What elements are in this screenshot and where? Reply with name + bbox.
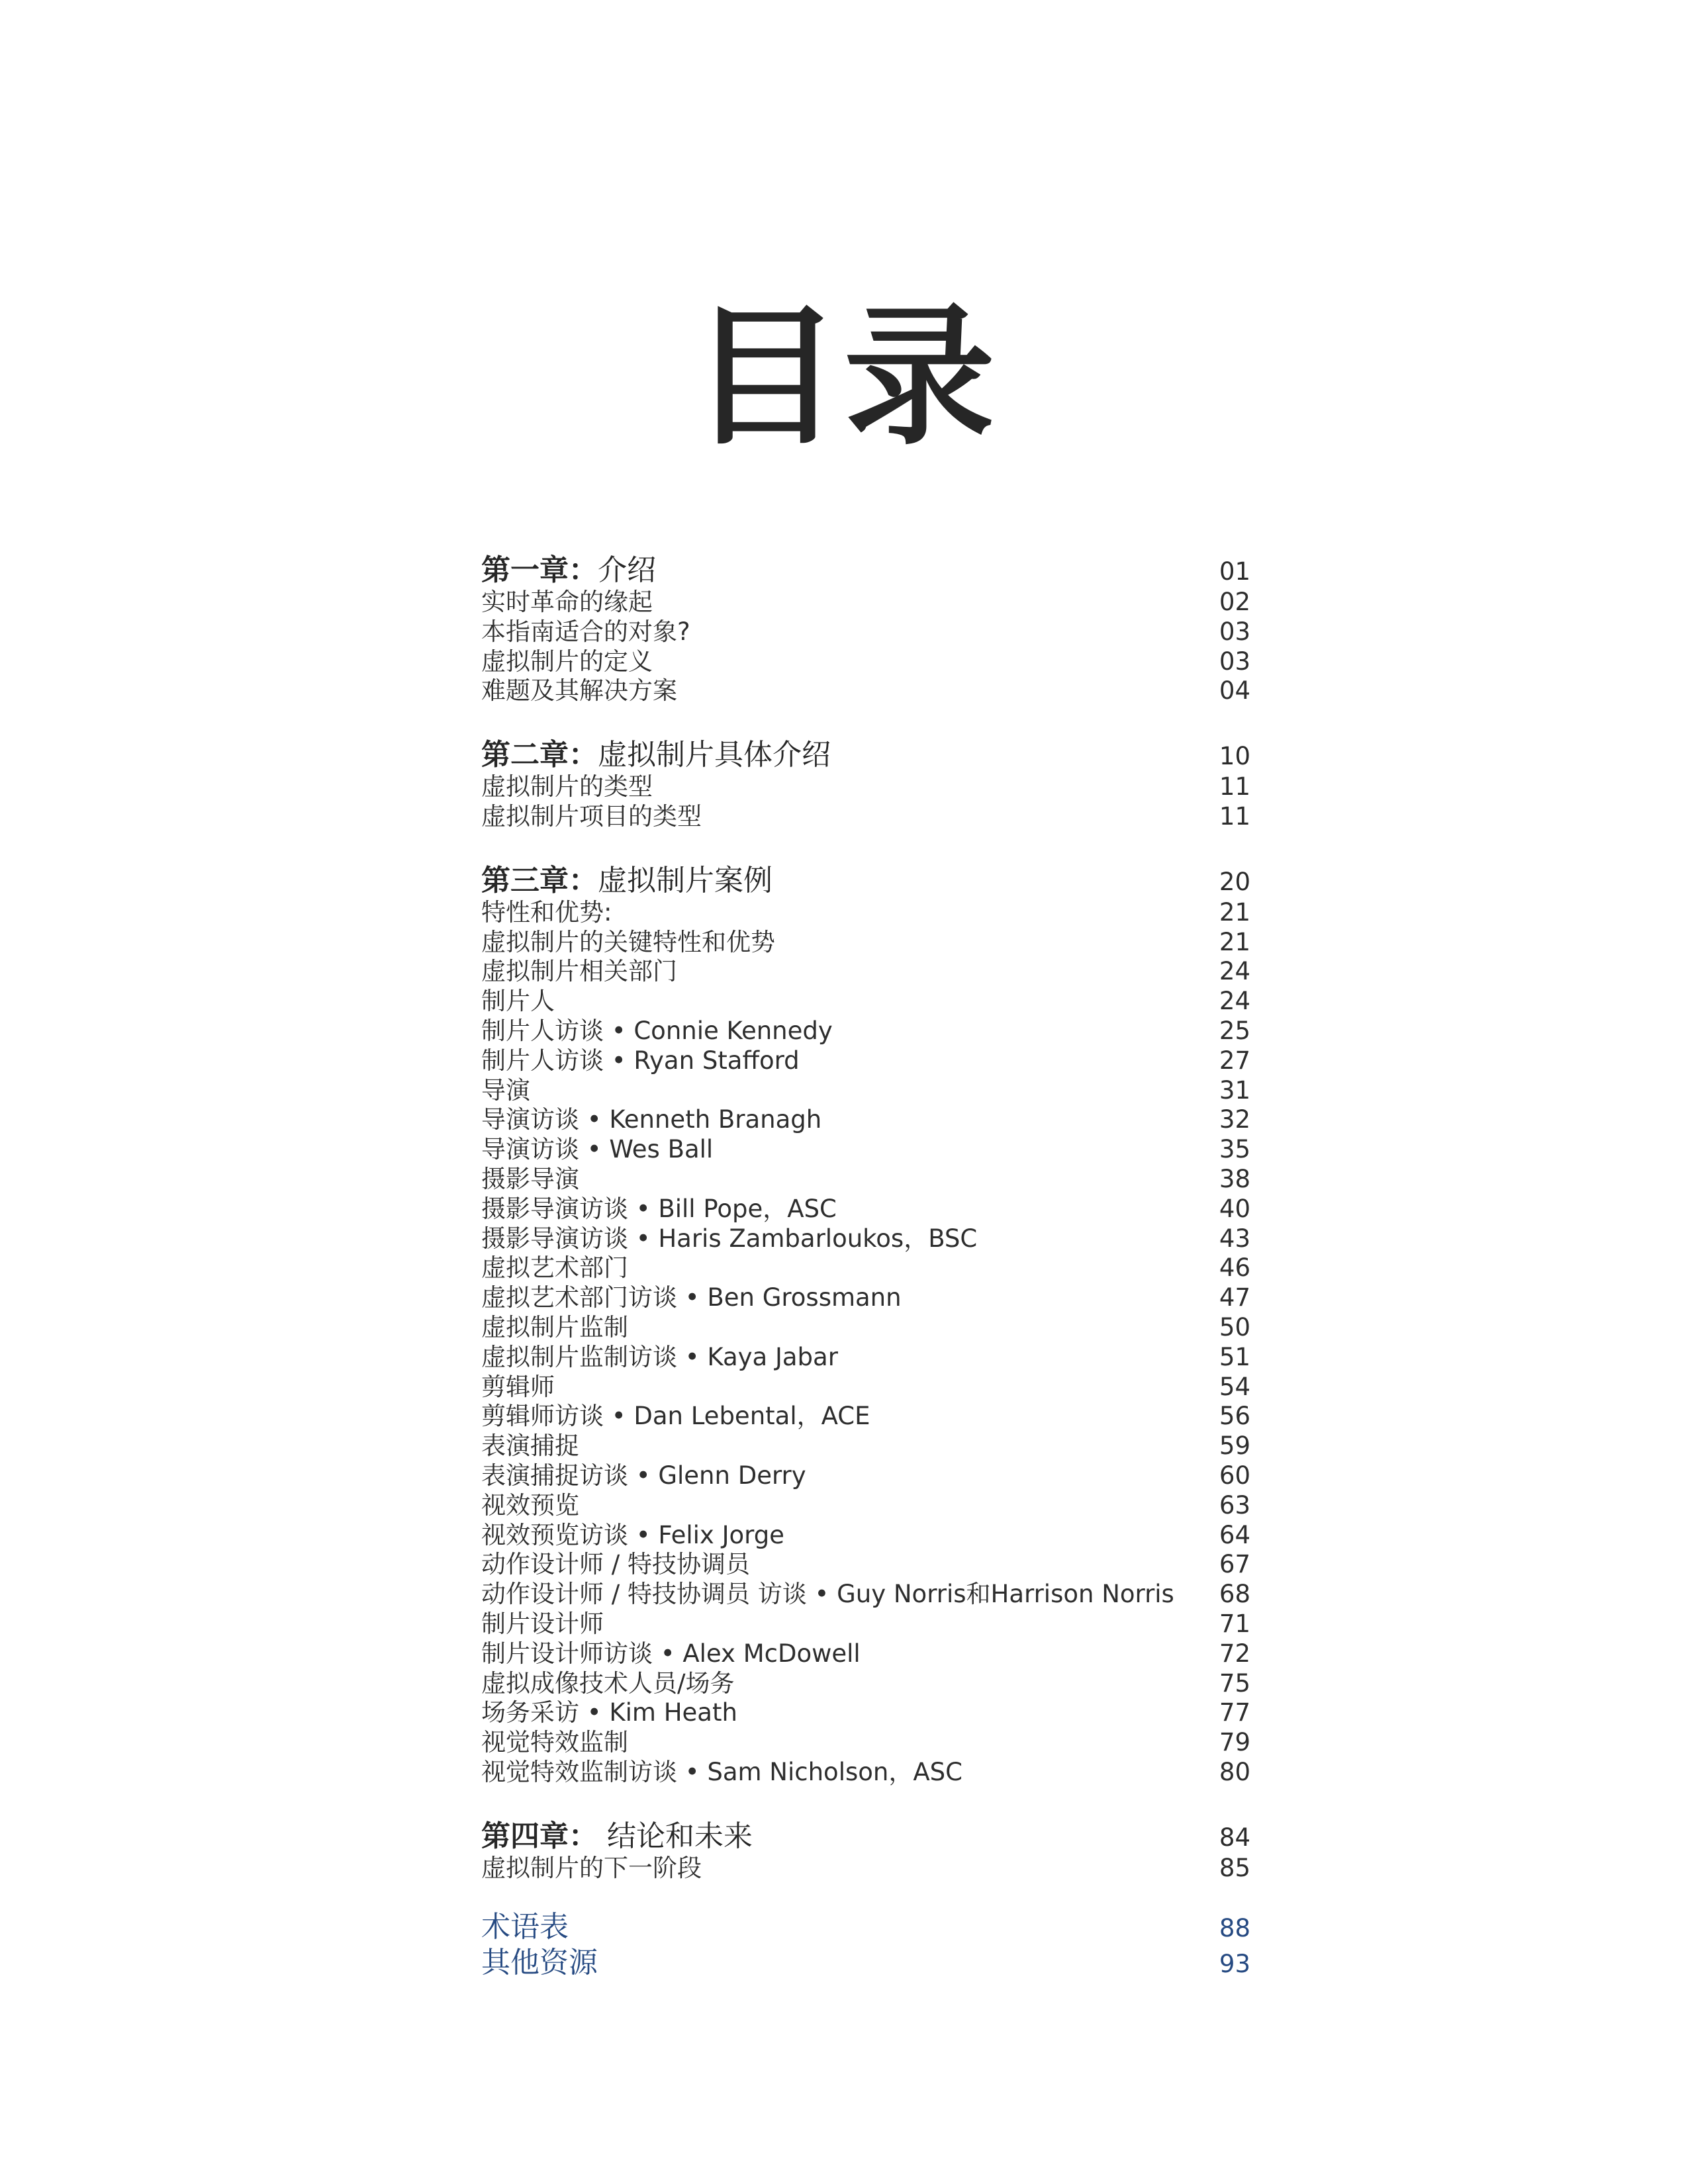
toc-entry[interactable]	[481, 1550, 1250, 1580]
toc-entry-label: 视觉特效监制	[481, 1728, 628, 1757]
appendix-link-resources[interactable]	[481, 1945, 1250, 1981]
appendix-label: 术语表	[481, 1910, 569, 1944]
toc-entry-page-number: 04	[1219, 676, 1250, 705]
toc-entry-label: 虚拟制片的定义	[481, 647, 653, 676]
chapter-title: 结论和未来	[598, 1819, 753, 1853]
toc-entry-page-number: 38	[1219, 1164, 1250, 1193]
chapter-number: 第四章：	[481, 1819, 598, 1853]
toc-entry[interactable]	[481, 617, 1250, 647]
toc-entry[interactable]	[481, 676, 1250, 706]
toc-entry-label: 实时革命的缘起	[481, 588, 653, 616]
toc-entry[interactable]	[481, 1758, 1250, 1788]
toc-entry-page-number: 75	[1219, 1668, 1250, 1698]
chapter-heading[interactable]	[481, 1819, 1250, 1854]
toc-entry-page-number: 67	[1219, 1550, 1250, 1579]
toc-entry-page-number: 54	[1219, 1372, 1250, 1401]
chapter-items	[481, 1854, 1250, 1884]
toc-entry[interactable]	[481, 1521, 1250, 1551]
chapter-items	[481, 772, 1250, 832]
chapter-number: 第一章：	[481, 553, 598, 587]
toc-entry-page-number: 71	[1219, 1609, 1250, 1638]
toc-entry[interactable]	[481, 1373, 1250, 1402]
toc-entry-page-number: 51	[1219, 1342, 1250, 1371]
toc-entry-label: 虚拟艺术部门访谈 • Ben Grossmann	[481, 1283, 902, 1312]
toc-entry[interactable]	[481, 898, 1250, 928]
toc-entry[interactable]	[481, 1580, 1250, 1610]
toc-entry-page-number: 46	[1219, 1253, 1250, 1283]
chapter-heading[interactable]	[481, 738, 1250, 772]
chapter-heading-label	[481, 1819, 753, 1854]
toc-entry[interactable]	[481, 1639, 1250, 1669]
toc-entry[interactable]	[481, 1854, 1250, 1884]
toc-entry-label: 虚拟制片监制	[481, 1312, 628, 1342]
chapter-4-section	[481, 1819, 1250, 1884]
chapter-page-number: 01	[1219, 557, 1250, 586]
toc-entry-label: 导演访谈 • Kenneth Branagh	[481, 1105, 822, 1134]
toc-entry[interactable]	[481, 1728, 1250, 1758]
appendix-link-glossary[interactable]	[481, 1909, 1250, 1945]
toc-entry-page-number: 21	[1219, 927, 1250, 956]
toc-entry-page-number: 80	[1219, 1757, 1250, 1786]
toc-entry-label: 虚拟制片的类型	[481, 772, 653, 801]
chapter-heading[interactable]	[481, 864, 1250, 898]
toc-entry-page-number: 63	[1219, 1490, 1250, 1520]
toc-entry-label: 摄影导演访谈 • Bill Pope，ASC	[481, 1194, 837, 1223]
toc-entry[interactable]	[481, 647, 1250, 677]
toc-entry-page-number: 02	[1219, 588, 1250, 616]
chapter-1-section	[481, 553, 1250, 706]
toc-entry-label: 剪辑师访谈 • Dan Lebental，ACE	[481, 1402, 870, 1431]
toc-entry-label: 虚拟艺术部门	[481, 1253, 628, 1283]
toc-entry-label: 虚拟制片监制访谈 • Kaya Jabar	[481, 1342, 838, 1371]
toc-entry-label: 难题及其解决方案	[481, 676, 677, 705]
toc-entry-label: 动作设计师 / 特技协调员 访谈 • Guy Norris和Harrison Norris	[481, 1580, 1174, 1609]
toc-entry-label: 虚拟制片相关部门	[481, 957, 677, 986]
toc-entry-label: 视觉特效监制访谈 • Sam Nicholson，ASC	[481, 1757, 962, 1786]
chapter-heading[interactable]	[481, 553, 1250, 588]
toc-entry-page-number: 21	[1219, 897, 1250, 927]
toc-entry-page-number: 11	[1219, 772, 1250, 801]
toc-entry[interactable]	[481, 802, 1250, 832]
toc-entry-label: 场务采访 • Kim Heath	[481, 1698, 737, 1727]
toc-entry-page-number: 32	[1219, 1105, 1250, 1134]
toc-entry-page-number: 60	[1219, 1461, 1250, 1490]
toc-entry-page-number: 40	[1219, 1194, 1250, 1223]
toc-entry[interactable]	[481, 1402, 1250, 1432]
toc-entry-label: 制片人访谈 • Ryan Stafford	[481, 1046, 800, 1075]
toc-entry-label: 特性和优势:	[481, 897, 612, 927]
toc-entry-label: 摄影导演	[481, 1164, 579, 1193]
toc-entry-label: 虚拟制片的关键特性和优势	[481, 927, 775, 956]
toc-entry-label: 导演	[481, 1075, 530, 1105]
toc-entry-label: 表演捕捉	[481, 1432, 579, 1461]
appendix-page-number: 93	[1219, 1950, 1250, 1979]
chapter-title: 虚拟制片具体介绍	[598, 738, 831, 772]
toc-entry[interactable]	[481, 588, 1250, 617]
toc-entry[interactable]	[481, 987, 1250, 1017]
appendix-section	[481, 1909, 1250, 1981]
toc-entry[interactable]	[481, 1046, 1250, 1076]
toc-entry[interactable]	[481, 1343, 1250, 1373]
toc-entry-page-number: 72	[1219, 1639, 1250, 1668]
toc-entry[interactable]	[481, 1461, 1250, 1491]
chapter-items	[481, 898, 1250, 1788]
toc-entry[interactable]	[481, 1283, 1250, 1313]
toc-entry[interactable]	[481, 1017, 1250, 1046]
toc-entry[interactable]	[481, 1195, 1250, 1224]
toc-entry-label: 本指南适合的对象?	[481, 617, 690, 646]
chapter-heading-label	[481, 738, 831, 772]
chapter-number: 第三章：	[481, 863, 598, 897]
toc-entry-page-number: 47	[1219, 1283, 1250, 1312]
toc-entry[interactable]	[481, 1610, 1250, 1639]
toc-entry[interactable]	[481, 1432, 1250, 1461]
chapter-3-section	[481, 864, 1250, 1788]
toc-entry[interactable]	[481, 1491, 1250, 1521]
toc-entry[interactable]	[481, 1076, 1250, 1106]
toc-entry-page-number: 68	[1219, 1580, 1250, 1609]
chapter-items	[481, 588, 1250, 706]
chapter-page-number: 10	[1219, 742, 1250, 771]
chapter-page-number: 84	[1219, 1823, 1250, 1852]
toc-entry[interactable]	[481, 1698, 1250, 1728]
toc-entry-page-number: 50	[1219, 1312, 1250, 1342]
toc-entry-page-number: 79	[1219, 1728, 1250, 1757]
toc-entry-label: 视效预览	[481, 1490, 579, 1520]
toc-entry-page-number: 24	[1219, 987, 1250, 1016]
toc-entry-label: 表演捕捉访谈 • Glenn Derry	[481, 1461, 806, 1490]
chapter-2-section	[481, 738, 1250, 832]
toc-entry-label: 动作设计师 / 特技协调员	[481, 1550, 750, 1579]
toc-entry-page-number: 03	[1219, 647, 1250, 676]
toc-entry[interactable]	[481, 1669, 1250, 1699]
toc-entry-page-number: 85	[1219, 1853, 1250, 1882]
toc-entry-label: 视效预览访谈 • Felix Jorge	[481, 1520, 784, 1549]
toc-entry-page-number: 25	[1219, 1016, 1250, 1045]
toc-entry-label: 制片人	[481, 987, 555, 1016]
toc-entry-label: 虚拟成像技术人员/场务	[481, 1668, 735, 1698]
toc-entry-label: 虚拟制片项目的类型	[481, 801, 702, 831]
toc-entry-page-number: 59	[1219, 1432, 1250, 1461]
toc-entry[interactable]	[481, 1135, 1250, 1165]
toc-entry-label: 制片设计师	[481, 1609, 604, 1638]
chapter-number: 第二章：	[481, 738, 598, 772]
appendix-page-number: 88	[1219, 1914, 1250, 1943]
toc-entry-page-number: 31	[1219, 1075, 1250, 1105]
toc-entry-page-number: 24	[1219, 957, 1250, 986]
toc-entry[interactable]	[481, 772, 1250, 802]
toc-entry[interactable]	[481, 1224, 1250, 1254]
toc-entry[interactable]	[481, 1253, 1250, 1283]
chapter-title: 介绍	[598, 553, 656, 587]
toc-entry[interactable]	[481, 957, 1250, 987]
toc-entry-page-number: 11	[1219, 801, 1250, 831]
toc-entry-page-number: 35	[1219, 1135, 1250, 1164]
toc-entry[interactable]	[481, 1105, 1250, 1135]
table-of-contents	[481, 553, 1250, 1981]
toc-entry-page-number: 03	[1219, 617, 1250, 646]
toc-entry-label: 导演访谈 • Wes Ball	[481, 1135, 714, 1164]
toc-entry[interactable]	[481, 1313, 1250, 1343]
toc-entry[interactable]	[481, 1165, 1250, 1195]
toc-entry-page-number: 43	[1219, 1224, 1250, 1253]
toc-entry-label: 摄影导演访谈 • Haris Zambarloukos，BSC	[481, 1224, 978, 1253]
toc-entry-page-number: 77	[1219, 1698, 1250, 1727]
chapter-page-number: 20	[1219, 867, 1250, 896]
toc-entry-label: 虚拟制片的下一阶段	[481, 1853, 702, 1882]
toc-entry[interactable]	[481, 928, 1250, 958]
chapter-title: 虚拟制片案例	[598, 863, 773, 897]
toc-entry-label: 制片人访谈 • Connie Kennedy	[481, 1016, 833, 1045]
toc-entry-label: 制片设计师访谈 • Alex McDowell	[481, 1639, 861, 1668]
appendix-label: 其他资源	[481, 1946, 598, 1980]
toc-entry-page-number: 27	[1219, 1046, 1250, 1075]
toc-entry-page-number: 56	[1219, 1402, 1250, 1431]
chapter-heading-label	[481, 864, 773, 898]
page-title: 目录	[690, 289, 998, 465]
toc-entry-page-number: 64	[1219, 1520, 1250, 1549]
chapter-heading-label	[481, 553, 656, 588]
toc-entry-label: 剪辑师	[481, 1372, 555, 1401]
